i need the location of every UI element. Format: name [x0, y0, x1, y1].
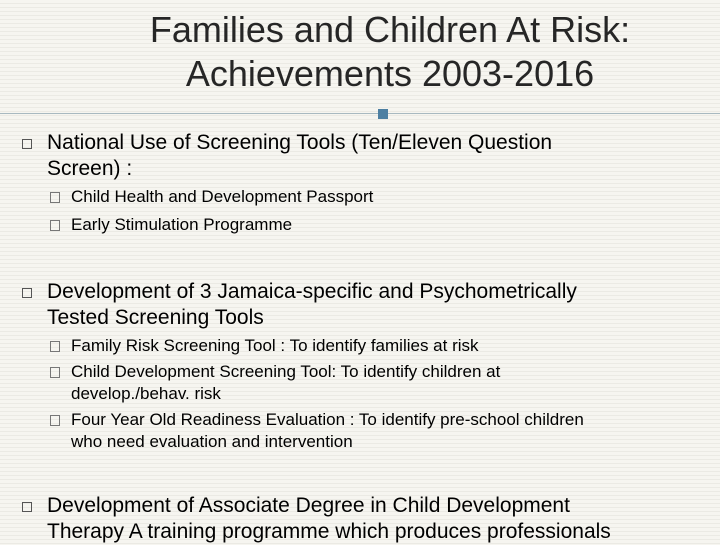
bullet-1-line1: National Use of Screening Tools (Ten/Eleven Question — [47, 131, 553, 154]
bullet-2-line1: Development of 3 Jamaica-specific and Psychometrically — [47, 280, 577, 303]
bullet-1-sub-2: Early Stimulation Programme — [71, 215, 293, 234]
bullet-2-sub-1: Family Risk Screening Tool : To identify families at risk — [71, 336, 479, 355]
bullet-square-icon — [22, 502, 32, 512]
bullet-1-line2: Screen) : — [47, 157, 133, 180]
sub-bullet-box-icon — [50, 220, 60, 231]
bullet-3-line1: Development of Associate Degree in Child Development — [47, 494, 570, 517]
bullet-2-sub-3-line2: who need evaluation and intervention — [71, 432, 353, 451]
title-divider — [0, 113, 720, 114]
sub-bullet-box-icon — [50, 341, 60, 352]
bullet-2-sub-2-line1: Child Development Screening Tool: To identify children at — [71, 362, 501, 381]
sub-bullet-box-icon — [50, 367, 60, 378]
sub-bullet-box-icon — [50, 192, 60, 203]
bullet-square-icon — [22, 288, 32, 298]
title-divider-accent — [378, 109, 388, 119]
bullet-1-sub-1: Child Health and Development Passport — [71, 187, 374, 206]
bullet-2-sub-2-line2: develop./behav. risk — [71, 384, 221, 403]
slide-title-line2: Achievements 2003-2016 — [185, 53, 595, 94]
slide-title-line1: Families and Children At Risk: — [149, 9, 631, 50]
sub-bullet-box-icon — [50, 415, 60, 426]
bullet-square-icon — [22, 139, 32, 149]
bullet-3-line2: Therapy A training programme which produces professionals — [47, 520, 611, 543]
bullet-2-line2: Tested Screening Tools — [47, 306, 264, 329]
bullet-2-sub-3-line1: Four Year Old Readiness Evaluation : To identify pre-school children — [71, 410, 584, 429]
slide-title — [0, 8, 720, 96]
